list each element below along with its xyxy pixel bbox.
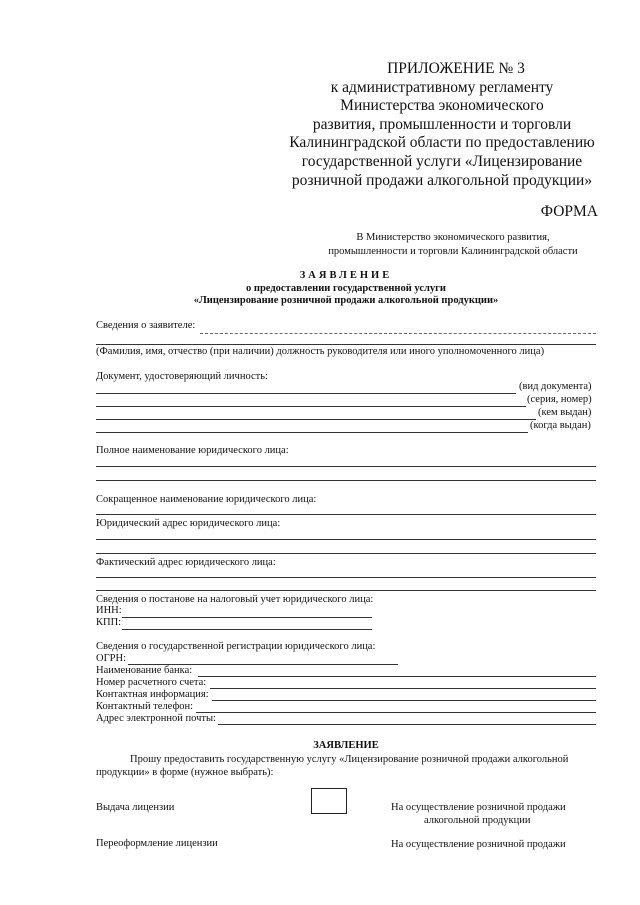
contact-info-label: Контактная информация: <box>96 689 209 700</box>
annex-line: Министерства экономического <box>340 97 544 115</box>
full-name-label: Полное наименование юридического лица: <box>96 445 289 456</box>
kpp-field[interactable] <box>122 629 372 630</box>
document-date-caption: (когда выдан) <box>530 420 591 431</box>
legal-address-field[interactable] <box>96 539 596 540</box>
phone-label: Контактный телефон: <box>96 701 194 712</box>
addressee <box>318 231 588 258</box>
forma-label: ФОРМА <box>540 203 598 220</box>
issue-target-line-1: На осуществление розничной продажи <box>391 802 566 813</box>
document-number-caption: (серия, номер) <box>527 394 592 405</box>
short-name-field[interactable] <box>96 514 596 515</box>
application-title: ЗАЯВЛЕНИЕ <box>299 270 393 281</box>
application-service: «Лицензирование розничной продажи алкогольной продукции» <box>193 295 499 306</box>
bank-field[interactable] <box>198 676 596 677</box>
reissue-target-line-1: На осуществление розничной продажи <box>391 839 566 850</box>
document-label: Документ, удостоверяющий личность: <box>96 371 268 382</box>
issue-license-checkbox[interactable] <box>311 788 347 814</box>
registration-label: Сведения о государственной регистрации юридического лица: <box>96 641 376 652</box>
actual-address-label: Фактический адрес юридического лица: <box>96 557 276 568</box>
inn-field[interactable] <box>122 617 372 618</box>
document-date-field[interactable] <box>96 432 528 433</box>
reissue-license-label: Переоформление лицензии <box>96 838 218 849</box>
annex-line: Калининградской области по предоставлению <box>289 134 595 152</box>
document-number-field[interactable] <box>96 406 526 407</box>
contact-info-field[interactable] <box>212 700 596 701</box>
document-issuer-caption: (кем выдан) <box>538 407 592 418</box>
legal-address-label: Юридический адрес юридического лица: <box>96 518 281 529</box>
annex-title: ПРИЛОЖЕНИЕ № 3 <box>387 60 525 77</box>
addressee-line: промышленности и торговли Калининградской области <box>328 245 578 257</box>
annex-line: розничной продажи алкогольной продукции» <box>291 171 593 189</box>
statement-line-1: Прошу предоставить государственную услугу «Лицензирование розничной продажи алкогольной <box>130 754 569 765</box>
phone-field[interactable] <box>196 712 596 713</box>
applicant-label: Сведения о заявителе: <box>96 320 196 331</box>
annex-header <box>272 60 612 190</box>
issue-target-line-2: алкогольной продукции <box>424 815 531 826</box>
application-header <box>96 270 596 308</box>
document-issuer-field[interactable] <box>96 419 536 420</box>
inn-label: ИНН: <box>96 605 122 616</box>
bank-label: Наименование банка: <box>96 665 193 676</box>
account-label: Номер расчетного счета: <box>96 677 207 688</box>
tax-label: Сведения о постанове на налоговый учет юридического лица: <box>96 594 374 605</box>
document-type-caption: (вид документа) <box>519 381 592 392</box>
annex-line: развития, промышленности и торговли <box>312 115 572 133</box>
statement-title: ЗАЯВЛЕНИЕ <box>313 740 379 751</box>
document-type-field[interactable] <box>96 393 516 394</box>
application-subtitle: о предоставлении государственной услуги <box>246 282 446 294</box>
issue-license-label: Выдача лицензии <box>96 802 175 813</box>
addressee-line: В Министерство экономического развития, <box>356 232 550 243</box>
applicant-line[interactable] <box>96 344 596 345</box>
applicant-hint: (Фамилия, имя, отчество (при наличии) должность руководителя или иного уполномоченного лица) <box>96 346 545 357</box>
annex-line: государственной услуги «Лицензирование <box>301 152 583 170</box>
account-field[interactable] <box>210 688 596 689</box>
actual-address-field[interactable] <box>96 577 596 578</box>
applicant-field[interactable] <box>200 333 596 334</box>
annex-line: к административному регламенту <box>330 78 554 96</box>
email-field[interactable] <box>218 724 596 725</box>
kpp-label: КПП: <box>96 617 122 628</box>
email-label: Адрес электронной почты: <box>96 713 216 724</box>
full-name-field[interactable] <box>96 480 596 481</box>
legal-address-field[interactable] <box>96 553 596 554</box>
full-name-field[interactable] <box>96 466 596 467</box>
ogrn-label: ОГРН: <box>96 653 126 664</box>
statement-line-2: продукции» в форме (нужное выбрать): <box>96 767 274 778</box>
short-name-label: Сокращенное наименование юридического лица: <box>96 494 317 505</box>
actual-address-field[interactable] <box>96 590 596 591</box>
